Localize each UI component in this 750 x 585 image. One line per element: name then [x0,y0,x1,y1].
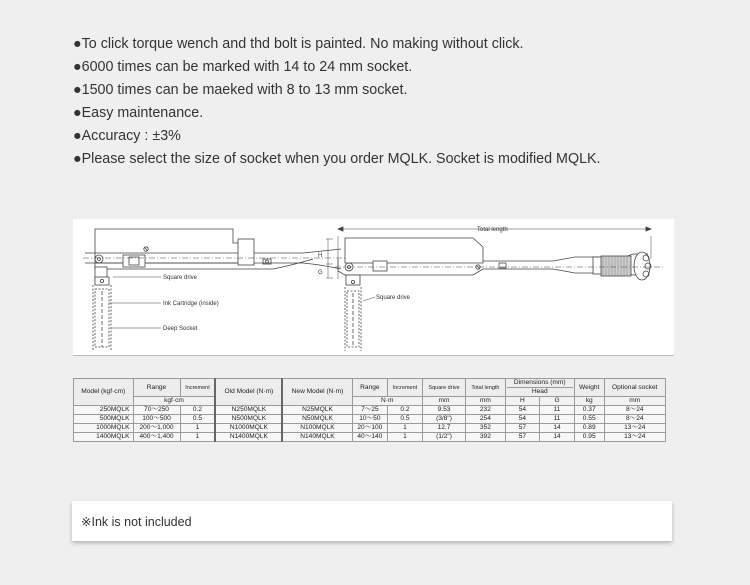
cell-weight: 0.55 [574,415,604,424]
feature-item: ●To click torque wench and thd bolt is painted. No making without click. [73,36,524,52]
cell-optional-socket: 13～24 [604,433,665,442]
col-optional-socket: Optional socket [604,379,665,397]
feature-item: ●Please select the size of socket when you order MQLK. Socket is modified MQLK. [73,151,601,167]
label-square-drive-left: Square drive [163,275,198,281]
cell-square-drive: 12.7 [422,424,465,433]
cell-old-model: N250MQLK [215,406,282,415]
cell-h: 57 [505,433,540,442]
cell-optional-socket: 8～24 [604,415,665,424]
unit-nm: N·m [352,397,422,406]
cell-increment-nm: 0.5 [388,415,423,424]
col-new-model: New Model (N·m) [282,379,352,406]
right-wrench-full [326,227,663,351]
cell-h: 54 [505,415,540,424]
ink-note: ※Ink is not included [81,515,192,529]
table-row [74,415,666,424]
spec-table-wrapper [73,378,674,442]
cell-range-nm: 10～50 [352,415,387,424]
unit-h: H [505,397,540,406]
cell-h: 54 [505,406,540,415]
cell-increment: 0.5 [180,415,215,424]
cell-square-drive: (1/2") [422,433,465,442]
cell-increment: 1 [180,433,215,442]
cell-old-model: N1000MQLK [215,424,282,433]
col-total-length: Total length [466,379,505,397]
cell-range: 70～250 [133,406,180,415]
cell-weight: 0.89 [574,424,604,433]
feature-item: ●1500 times can be maeked with 8 to 13 mm socket. [73,82,408,98]
feature-list [73,33,601,171]
cell-increment: 0.2 [180,406,215,415]
unit-mm: mm [466,397,505,406]
cell-optional-socket: 13～24 [604,424,665,433]
label-square-drive-right: Square drive [376,295,411,301]
table-row [74,433,666,442]
cell-model: 250MQLK [74,406,134,415]
cell-increment-nm: 1 [388,433,423,442]
cell-range: 100～500 [133,415,180,424]
col-dimensions [505,379,574,397]
col-model: Model (kgf·cm) [74,379,134,406]
cell-model: 1400MQLK [74,433,134,442]
cell-increment: 1 [180,424,215,433]
cell-h: 57 [505,424,540,433]
cell-new-model: N50MQLK [282,415,352,424]
head-title: Head [507,387,573,396]
cell-new-model: N25MQLK [282,406,352,415]
cell-weight: 0.37 [574,406,604,415]
cell-range: 400～1,400 [133,433,180,442]
dimensions-title: Dimensions (mm) [513,379,566,386]
feature-item: ●Accuracy : ±3% [73,128,181,144]
col-range: Range [133,379,180,397]
col-old-model: Old Model (N·m) [215,379,282,406]
label-total-length: Total length [477,227,508,233]
cell-range: 200～1,000 [133,424,180,433]
col-square-drive: Square drive [422,379,465,397]
col-range-nm: Range [352,379,387,397]
col-weight: Weight [574,379,604,397]
unit-kgf-cm: kgf·cm [133,397,215,406]
cell-total-length: 392 [466,433,505,442]
cell-total-length: 254 [466,415,505,424]
cell-optional-socket: 8～24 [604,406,665,415]
cell-old-model: N1400MQLK [215,433,282,442]
col-increment-nm: Increment [388,379,423,397]
cell-range-nm: 40～140 [352,433,387,442]
feature-item: ●Easy maintenance. [73,105,204,121]
table-row [74,406,666,415]
unit-kg: kg [574,397,604,406]
table-row [74,424,666,433]
cell-g: 14 [540,424,575,433]
unit-g: G [540,397,575,406]
cell-increment-nm: 0.2 [388,406,423,415]
label-dim-g: G [318,270,323,276]
cell-total-length: 232 [466,406,505,415]
cell-model: 1000MQLK [74,424,134,433]
cell-square-drive: 9.53 [422,406,465,415]
label-dim-h: H [318,253,323,259]
col-increment: Increment [180,379,215,397]
cell-new-model: N100MQLK [282,424,352,433]
feature-item: ●6000 times can be marked with 14 to 24 mm socket. [73,59,413,75]
cell-total-length: 352 [466,424,505,433]
cell-range-nm: 7～25 [352,406,387,415]
unit-mm: mm [422,397,465,406]
left-wrench-head [83,229,353,351]
cell-model: 500MQLK [74,415,134,424]
unit-mm: mm [604,397,665,406]
torque-wrench-drawing [73,219,674,356]
cell-g: 14 [540,433,575,442]
cell-new-model: N140MQLK [282,433,352,442]
cell-old-model: N500MQLK [215,415,282,424]
cell-g: 11 [540,415,575,424]
spec-table [73,378,666,442]
cell-range-nm: 20～100 [352,424,387,433]
cell-g: 11 [540,406,575,415]
cell-square-drive: (3/8") [422,415,465,424]
cell-increment-nm: 1 [388,424,423,433]
cell-weight: 0.95 [574,433,604,442]
label-ink-cartridge: Ink Cartridge (inside) [163,301,219,307]
note-card [72,501,672,541]
label-deep-socket: Deep Socket [163,326,198,332]
wrench-diagram [73,219,674,355]
